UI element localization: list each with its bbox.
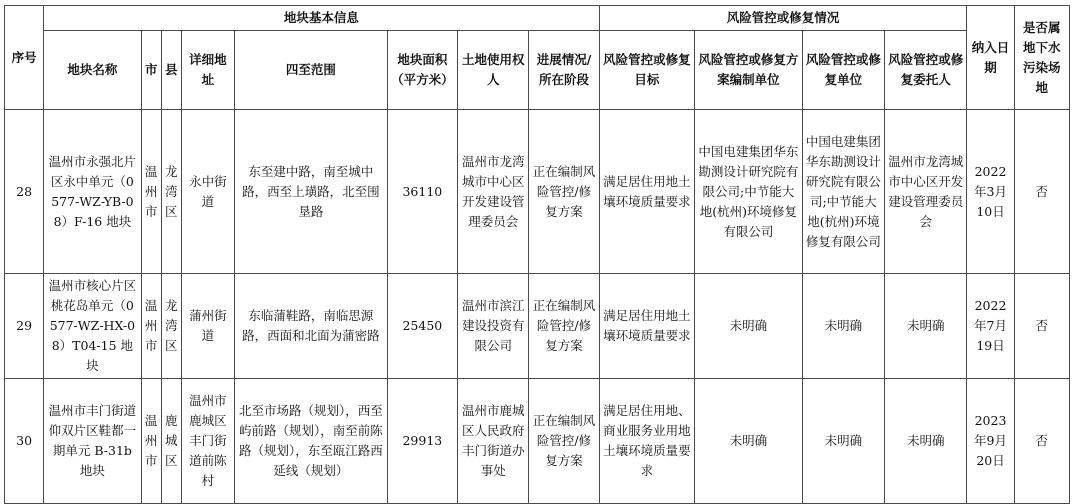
cell-city: 温州市	[141, 110, 161, 274]
cell-groundwater: 否	[1014, 379, 1069, 504]
col-header-target: 风险管控或修复目标	[599, 31, 694, 110]
group-header-risk-control: 风险管控或修复情况	[599, 6, 967, 31]
col-header-repair-unit: 风险管控或修复单位	[802, 31, 884, 110]
cell-repair-unit: 未明确	[802, 274, 884, 379]
cell-owner: 温州市龙湾城市中心区开发建设管理委员会	[458, 110, 529, 274]
cell-date: 2022年7月19日	[967, 274, 1014, 379]
cell-date: 2022年3月10日	[967, 110, 1014, 274]
cell-city: 温州市	[141, 379, 161, 504]
cell-no: 30	[5, 379, 44, 504]
col-header-city: 市	[141, 31, 161, 110]
col-header-owner: 土地使用权人	[458, 31, 529, 110]
cell-area: 25450	[387, 274, 457, 379]
cell-area: 36110	[387, 110, 457, 274]
table-row	[5, 379, 1070, 504]
header-row-columns	[5, 31, 1070, 110]
cell-boundary: 东至建中路，南至城中路，西至上璜路，北至围垦路	[235, 110, 388, 274]
site-risk-table	[4, 5, 1070, 504]
cell-owner: 温州市鹿城区人民政府丰门街道办事处	[458, 379, 529, 504]
col-header-area: 地块面积（平方米）	[387, 31, 457, 110]
table-wrapper	[4, 5, 1070, 504]
cell-progress: 正在编制风险管控/修复方案	[529, 379, 599, 504]
cell-target: 满足居住用地、商业服务业用地土壤环境质量要求	[599, 379, 694, 504]
cell-target: 满足居住用地土壤环境质量要求	[599, 110, 694, 274]
cell-no: 29	[5, 274, 44, 379]
cell-progress: 正在编制风险管控/修复方案	[529, 274, 599, 379]
cell-date: 2023年9月20日	[967, 379, 1014, 504]
col-header-name: 地块名称	[44, 31, 141, 110]
cell-city: 温州市	[141, 274, 161, 379]
cell-boundary: 东临蒲鞋路，南临思源路，西面和北面为蒲密路	[235, 274, 388, 379]
cell-client: 未明确	[885, 274, 967, 379]
cell-owner: 温州市滨江建设投资有限公司	[458, 274, 529, 379]
cell-no: 28	[5, 110, 44, 274]
col-header-address: 详细地址	[181, 31, 234, 110]
cell-address: 蒲州街道	[181, 274, 234, 379]
cell-plan-unit: 中国电建集团华东勘测设计研究院有限公司;中节能大地(杭州)环境修复有限公司	[695, 110, 803, 274]
cell-county: 龙湾区	[161, 110, 181, 274]
col-header-plan-unit: 风险管控或修复方案编制单位	[695, 31, 803, 110]
cell-target: 满足居住用地土壤环境质量要求	[599, 274, 694, 379]
cell-address: 永中街道	[181, 110, 234, 274]
cell-client: 温州市龙湾城市中心区开发建设管理委员会	[885, 110, 967, 274]
cell-county: 鹿城区	[161, 379, 181, 504]
col-header-progress: 进展情况/所在阶段	[529, 31, 599, 110]
cell-plan-unit: 未明确	[695, 274, 803, 379]
cell-name: 温州市核心片区桃花岛单元（0577-WZ-HX-08）T04-15 地块	[44, 274, 141, 379]
cell-client: 未明确	[885, 379, 967, 504]
cell-name: 温州市永强北片区永中单元（0577-WZ-YB-08）F-16 地块	[44, 110, 141, 274]
cell-boundary: 北至市场路（规划），西至屿前路（规划），南至前陈路（规划），东至瓯江路西延线（规划）	[235, 379, 388, 504]
col-header-client: 风险管控或修复委托人	[885, 31, 967, 110]
table-row	[5, 110, 1070, 274]
cell-area: 29913	[387, 379, 457, 504]
cell-groundwater: 否	[1014, 274, 1069, 379]
cell-plan-unit: 未明确	[695, 379, 803, 504]
col-header-date: 纳入日期	[967, 6, 1014, 110]
cell-address: 温州市鹿城区丰门街道前陈村	[181, 379, 234, 504]
col-header-no: 序号	[5, 6, 44, 110]
col-header-groundwater: 是否属地下水污染场地	[1014, 6, 1069, 110]
cell-groundwater: 否	[1014, 110, 1069, 274]
cell-repair-unit: 未明确	[802, 379, 884, 504]
cell-repair-unit: 中国电建集团华东勘测设计研究院有限公司;中节能大地(杭州)环境修复有限公司	[802, 110, 884, 274]
cell-county: 龙湾区	[161, 274, 181, 379]
table-row	[5, 274, 1070, 379]
header-row-groups	[5, 6, 1070, 31]
cell-progress: 正在编制风险管控/修复方案	[529, 110, 599, 274]
cell-name: 温州市丰门街道仰双片区鞋都一期单元 B-31b 地块	[44, 379, 141, 504]
col-header-boundary: 四至范围	[235, 31, 388, 110]
col-header-county: 县	[161, 31, 181, 110]
group-header-basic-info: 地块基本信息	[44, 6, 600, 31]
